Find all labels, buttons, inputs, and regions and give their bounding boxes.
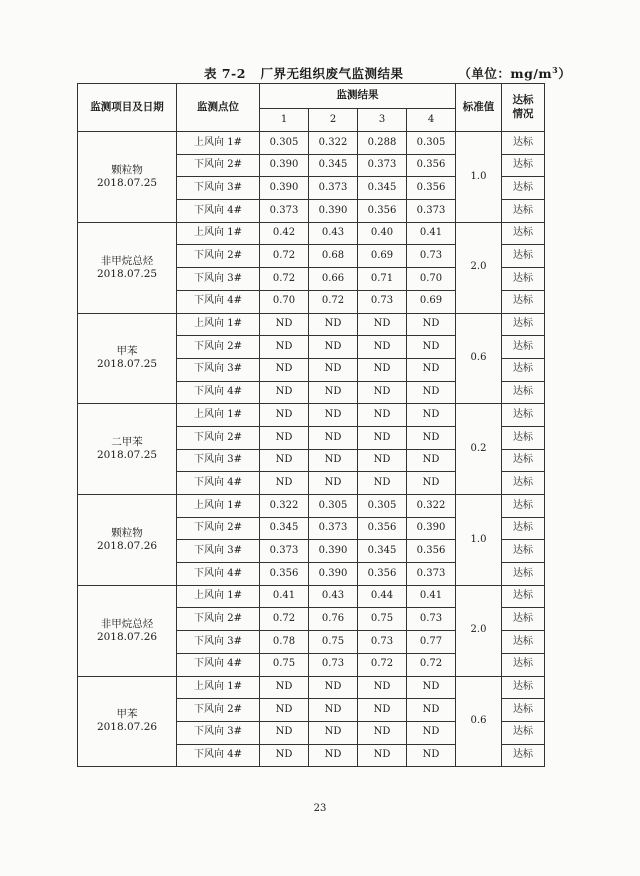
monitoring-point: 上风向 1# [177, 132, 260, 155]
monitoring-point: 下风向 3# [177, 631, 260, 654]
result-value: 0.75 [358, 608, 407, 631]
result-value: 0.73 [309, 653, 358, 676]
result-value: ND [309, 336, 358, 359]
monitoring-point: 上风向 1# [177, 495, 260, 518]
result-value: ND [309, 699, 358, 722]
result-value: 0.322 [407, 495, 456, 518]
compliance-status: 达标 [502, 744, 545, 767]
result-value: 0.43 [309, 585, 358, 608]
result-value: 0.72 [260, 245, 309, 268]
result-value: ND [309, 404, 358, 427]
result-value: 0.356 [407, 154, 456, 177]
standard-value: 2.0 [456, 585, 502, 676]
result-value: 0.69 [358, 245, 407, 268]
result-value: 0.72 [407, 653, 456, 676]
monitoring-point: 下风向 2# [177, 336, 260, 359]
header-sub-3: 3 [358, 109, 407, 132]
result-value: 0.356 [260, 563, 309, 586]
compliance-status: 达标 [502, 563, 545, 586]
result-value: ND [309, 472, 358, 495]
monitoring-results-table [77, 83, 545, 767]
group-item-name: 非甲烷总烃 [100, 254, 154, 267]
result-value: 0.305 [309, 495, 358, 518]
result-value: 0.70 [260, 290, 309, 313]
result-value: ND [358, 449, 407, 472]
result-value: 0.345 [358, 540, 407, 563]
result-value: ND [260, 449, 309, 472]
result-value: ND [260, 426, 309, 449]
result-value: ND [407, 472, 456, 495]
group-item-name: 非甲烷总烃 [100, 617, 154, 630]
result-value: ND [309, 676, 358, 699]
result-value: ND [407, 358, 456, 381]
monitoring-point: 下风向 4# [177, 744, 260, 767]
result-value: 0.43 [309, 222, 358, 245]
result-value: ND [260, 381, 309, 404]
result-value: 0.356 [358, 200, 407, 223]
result-value: ND [260, 721, 309, 744]
result-value: ND [358, 721, 407, 744]
monitoring-point: 下风向 3# [177, 540, 260, 563]
result-value: 0.390 [309, 540, 358, 563]
result-value: ND [260, 313, 309, 336]
standard-value: 1.0 [456, 132, 502, 223]
monitoring-point: 下风向 2# [177, 245, 260, 268]
result-value: 0.73 [407, 245, 456, 268]
result-value: ND [260, 699, 309, 722]
monitoring-point: 下风向 4# [177, 563, 260, 586]
compliance-status: 达标 [502, 222, 545, 245]
compliance-status: 达标 [502, 426, 545, 449]
result-value: ND [358, 313, 407, 336]
result-value: 0.42 [260, 222, 309, 245]
result-value: 0.345 [260, 517, 309, 540]
group-item-date [78, 313, 177, 404]
result-value: 0.78 [260, 631, 309, 654]
result-value: 0.73 [358, 631, 407, 654]
compliance-status: 达标 [502, 132, 545, 155]
compliance-status: 达标 [502, 381, 545, 404]
result-value: 0.322 [260, 495, 309, 518]
group-date: 2018.07.25 [96, 267, 158, 280]
monitoring-point: 上风向 1# [177, 313, 260, 336]
table-caption [204, 64, 571, 82]
monitoring-point: 下风向 3# [177, 721, 260, 744]
compliance-status: 达标 [502, 721, 545, 744]
group-item-name: 甲苯 [116, 345, 138, 358]
result-value: 0.73 [407, 608, 456, 631]
table-row [78, 222, 545, 245]
table-row [78, 585, 545, 608]
compliance-status: 达标 [502, 200, 545, 223]
result-value: 0.40 [358, 222, 407, 245]
compliance-status: 达标 [502, 631, 545, 654]
result-value: 0.288 [358, 132, 407, 155]
group-item-date [78, 676, 177, 767]
monitoring-point: 下风向 2# [177, 608, 260, 631]
result-value: 0.41 [260, 585, 309, 608]
table-row [78, 404, 545, 427]
monitoring-point: 下风向 3# [177, 449, 260, 472]
result-value: 0.356 [407, 540, 456, 563]
standard-value: 1.0 [456, 495, 502, 586]
result-value: ND [407, 381, 456, 404]
result-value: 0.68 [309, 245, 358, 268]
result-value: ND [309, 358, 358, 381]
header-sub-4: 4 [407, 109, 456, 132]
result-value: 0.373 [260, 200, 309, 223]
monitoring-point: 下风向 4# [177, 472, 260, 495]
result-value: 0.69 [407, 290, 456, 313]
result-value: 0.390 [309, 563, 358, 586]
group-date: 2018.07.26 [96, 721, 158, 734]
table-row [78, 676, 545, 699]
result-value: ND [407, 336, 456, 359]
compliance-status: 达标 [502, 404, 545, 427]
result-value: ND [407, 699, 456, 722]
result-value: 0.356 [358, 517, 407, 540]
monitoring-point: 下风向 4# [177, 653, 260, 676]
result-value: 0.72 [260, 608, 309, 631]
result-value: 0.73 [358, 290, 407, 313]
compliance-status: 达标 [502, 699, 545, 722]
result-value: 0.66 [309, 268, 358, 291]
result-value: 0.345 [358, 177, 407, 200]
result-value: ND [309, 426, 358, 449]
group-item-date [78, 132, 177, 223]
result-value: ND [407, 313, 456, 336]
result-value: ND [407, 449, 456, 472]
table-title: 厂界无组织废气监测结果 [260, 66, 404, 81]
result-value: ND [358, 472, 407, 495]
result-value: 0.390 [407, 517, 456, 540]
result-value: 0.373 [309, 517, 358, 540]
compliance-status: 达标 [502, 472, 545, 495]
group-item-date [78, 222, 177, 313]
result-value: 0.41 [407, 222, 456, 245]
result-value: ND [407, 676, 456, 699]
page-number: 23 [313, 803, 327, 814]
monitoring-point: 下风向 3# [177, 268, 260, 291]
monitoring-point: 下风向 2# [177, 517, 260, 540]
result-value: ND [260, 336, 309, 359]
group-date: 2018.07.25 [96, 449, 158, 462]
table-body [78, 132, 545, 767]
result-value: ND [309, 721, 358, 744]
result-value: ND [309, 744, 358, 767]
compliance-status: 达标 [502, 517, 545, 540]
result-value: 0.72 [358, 653, 407, 676]
table-row [78, 132, 545, 155]
result-value: 0.75 [309, 631, 358, 654]
compliance-status: 达标 [502, 313, 545, 336]
table-row [78, 495, 545, 518]
monitoring-point: 下风向 4# [177, 381, 260, 404]
result-value: 0.305 [358, 495, 407, 518]
result-value: 0.373 [309, 177, 358, 200]
compliance-status: 达标 [502, 585, 545, 608]
group-item-name: 甲苯 [116, 708, 138, 721]
result-value: 0.345 [309, 154, 358, 177]
standard-value: 2.0 [456, 222, 502, 313]
result-value: 0.41 [407, 585, 456, 608]
header-standard: 标准值 [456, 84, 502, 132]
header-results: 监测结果 [260, 84, 456, 109]
group-item-date [78, 585, 177, 676]
compliance-status: 达标 [502, 336, 545, 359]
compliance-status: 达标 [502, 358, 545, 381]
table-number: 表 7-2 [204, 66, 246, 81]
result-value: 0.305 [407, 132, 456, 155]
compliance-status: 达标 [502, 540, 545, 563]
group-date: 2018.07.25 [96, 176, 158, 189]
result-value: ND [358, 336, 407, 359]
result-value: ND [358, 699, 407, 722]
table-row [78, 313, 545, 336]
result-value: 0.373 [260, 540, 309, 563]
standard-value: 0.2 [456, 404, 502, 495]
result-value: 0.373 [407, 563, 456, 586]
compliance-status: 达标 [502, 290, 545, 313]
result-value: 0.76 [309, 608, 358, 631]
result-value: 0.390 [260, 177, 309, 200]
result-value: 0.75 [260, 653, 309, 676]
compliance-status: 达标 [502, 608, 545, 631]
result-value: 0.390 [260, 154, 309, 177]
result-value: ND [309, 313, 358, 336]
compliance-status: 达标 [502, 653, 545, 676]
result-value: 0.72 [309, 290, 358, 313]
result-value: 0.305 [260, 132, 309, 155]
result-value: 0.322 [309, 132, 358, 155]
compliance-status: 达标 [502, 245, 545, 268]
group-date: 2018.07.26 [96, 539, 158, 552]
result-value: 0.356 [407, 177, 456, 200]
compliance-status: 达标 [502, 268, 545, 291]
result-value: ND [407, 426, 456, 449]
result-value: ND [407, 404, 456, 427]
result-value: 0.44 [358, 585, 407, 608]
result-value: ND [358, 358, 407, 381]
group-date: 2018.07.26 [96, 630, 158, 643]
result-value: ND [260, 358, 309, 381]
result-value: ND [358, 676, 407, 699]
result-value: 0.373 [358, 154, 407, 177]
result-value: 0.373 [407, 200, 456, 223]
compliance-status: 达标 [502, 154, 545, 177]
result-value: ND [358, 381, 407, 404]
monitoring-point: 上风向 1# [177, 222, 260, 245]
group-item-date [78, 404, 177, 495]
group-item-name: 颗粒物 [111, 526, 143, 539]
result-value: ND [309, 381, 358, 404]
result-value: 0.70 [407, 268, 456, 291]
standard-value: 0.6 [456, 676, 502, 767]
monitoring-point: 上风向 1# [177, 676, 260, 699]
monitoring-point: 下风向 2# [177, 154, 260, 177]
group-item-date [78, 495, 177, 586]
header-compliance: 达标情况 [502, 84, 545, 132]
result-value: 0.77 [407, 631, 456, 654]
group-item-name: 颗粒物 [111, 163, 143, 176]
result-value: ND [358, 744, 407, 767]
compliance-status: 达标 [502, 449, 545, 472]
header-sub-1: 1 [260, 109, 309, 132]
standard-value: 0.6 [456, 313, 502, 404]
result-value: ND [260, 676, 309, 699]
result-value: ND [260, 404, 309, 427]
result-value: ND [260, 744, 309, 767]
header-item-date: 监测项目及日期 [78, 84, 177, 132]
result-value: ND [407, 744, 456, 767]
header-point: 监测点位 [177, 84, 260, 132]
result-value: ND [260, 472, 309, 495]
result-value: 0.390 [309, 200, 358, 223]
monitoring-point: 下风向 3# [177, 358, 260, 381]
compliance-status: 达标 [502, 177, 545, 200]
result-value: 0.72 [260, 268, 309, 291]
result-value: 0.356 [358, 563, 407, 586]
result-value: ND [358, 426, 407, 449]
compliance-status: 达标 [502, 676, 545, 699]
compliance-status: 达标 [502, 495, 545, 518]
monitoring-point: 上风向 1# [177, 404, 260, 427]
header-sub-2: 2 [309, 109, 358, 132]
result-value: 0.71 [358, 268, 407, 291]
monitoring-point: 下风向 2# [177, 699, 260, 722]
result-value: ND [407, 721, 456, 744]
monitoring-point: 下风向 3# [177, 177, 260, 200]
monitoring-point: 下风向 2# [177, 426, 260, 449]
monitoring-point: 下风向 4# [177, 200, 260, 223]
table-unit: （单位：$mg/m^3$） [458, 64, 572, 81]
result-value: ND [309, 449, 358, 472]
monitoring-point: 上风向 1# [177, 585, 260, 608]
monitoring-point: 下风向 4# [177, 290, 260, 313]
result-value: ND [358, 404, 407, 427]
group-date: 2018.07.25 [96, 358, 158, 371]
group-item-name: 二甲苯 [111, 436, 143, 448]
